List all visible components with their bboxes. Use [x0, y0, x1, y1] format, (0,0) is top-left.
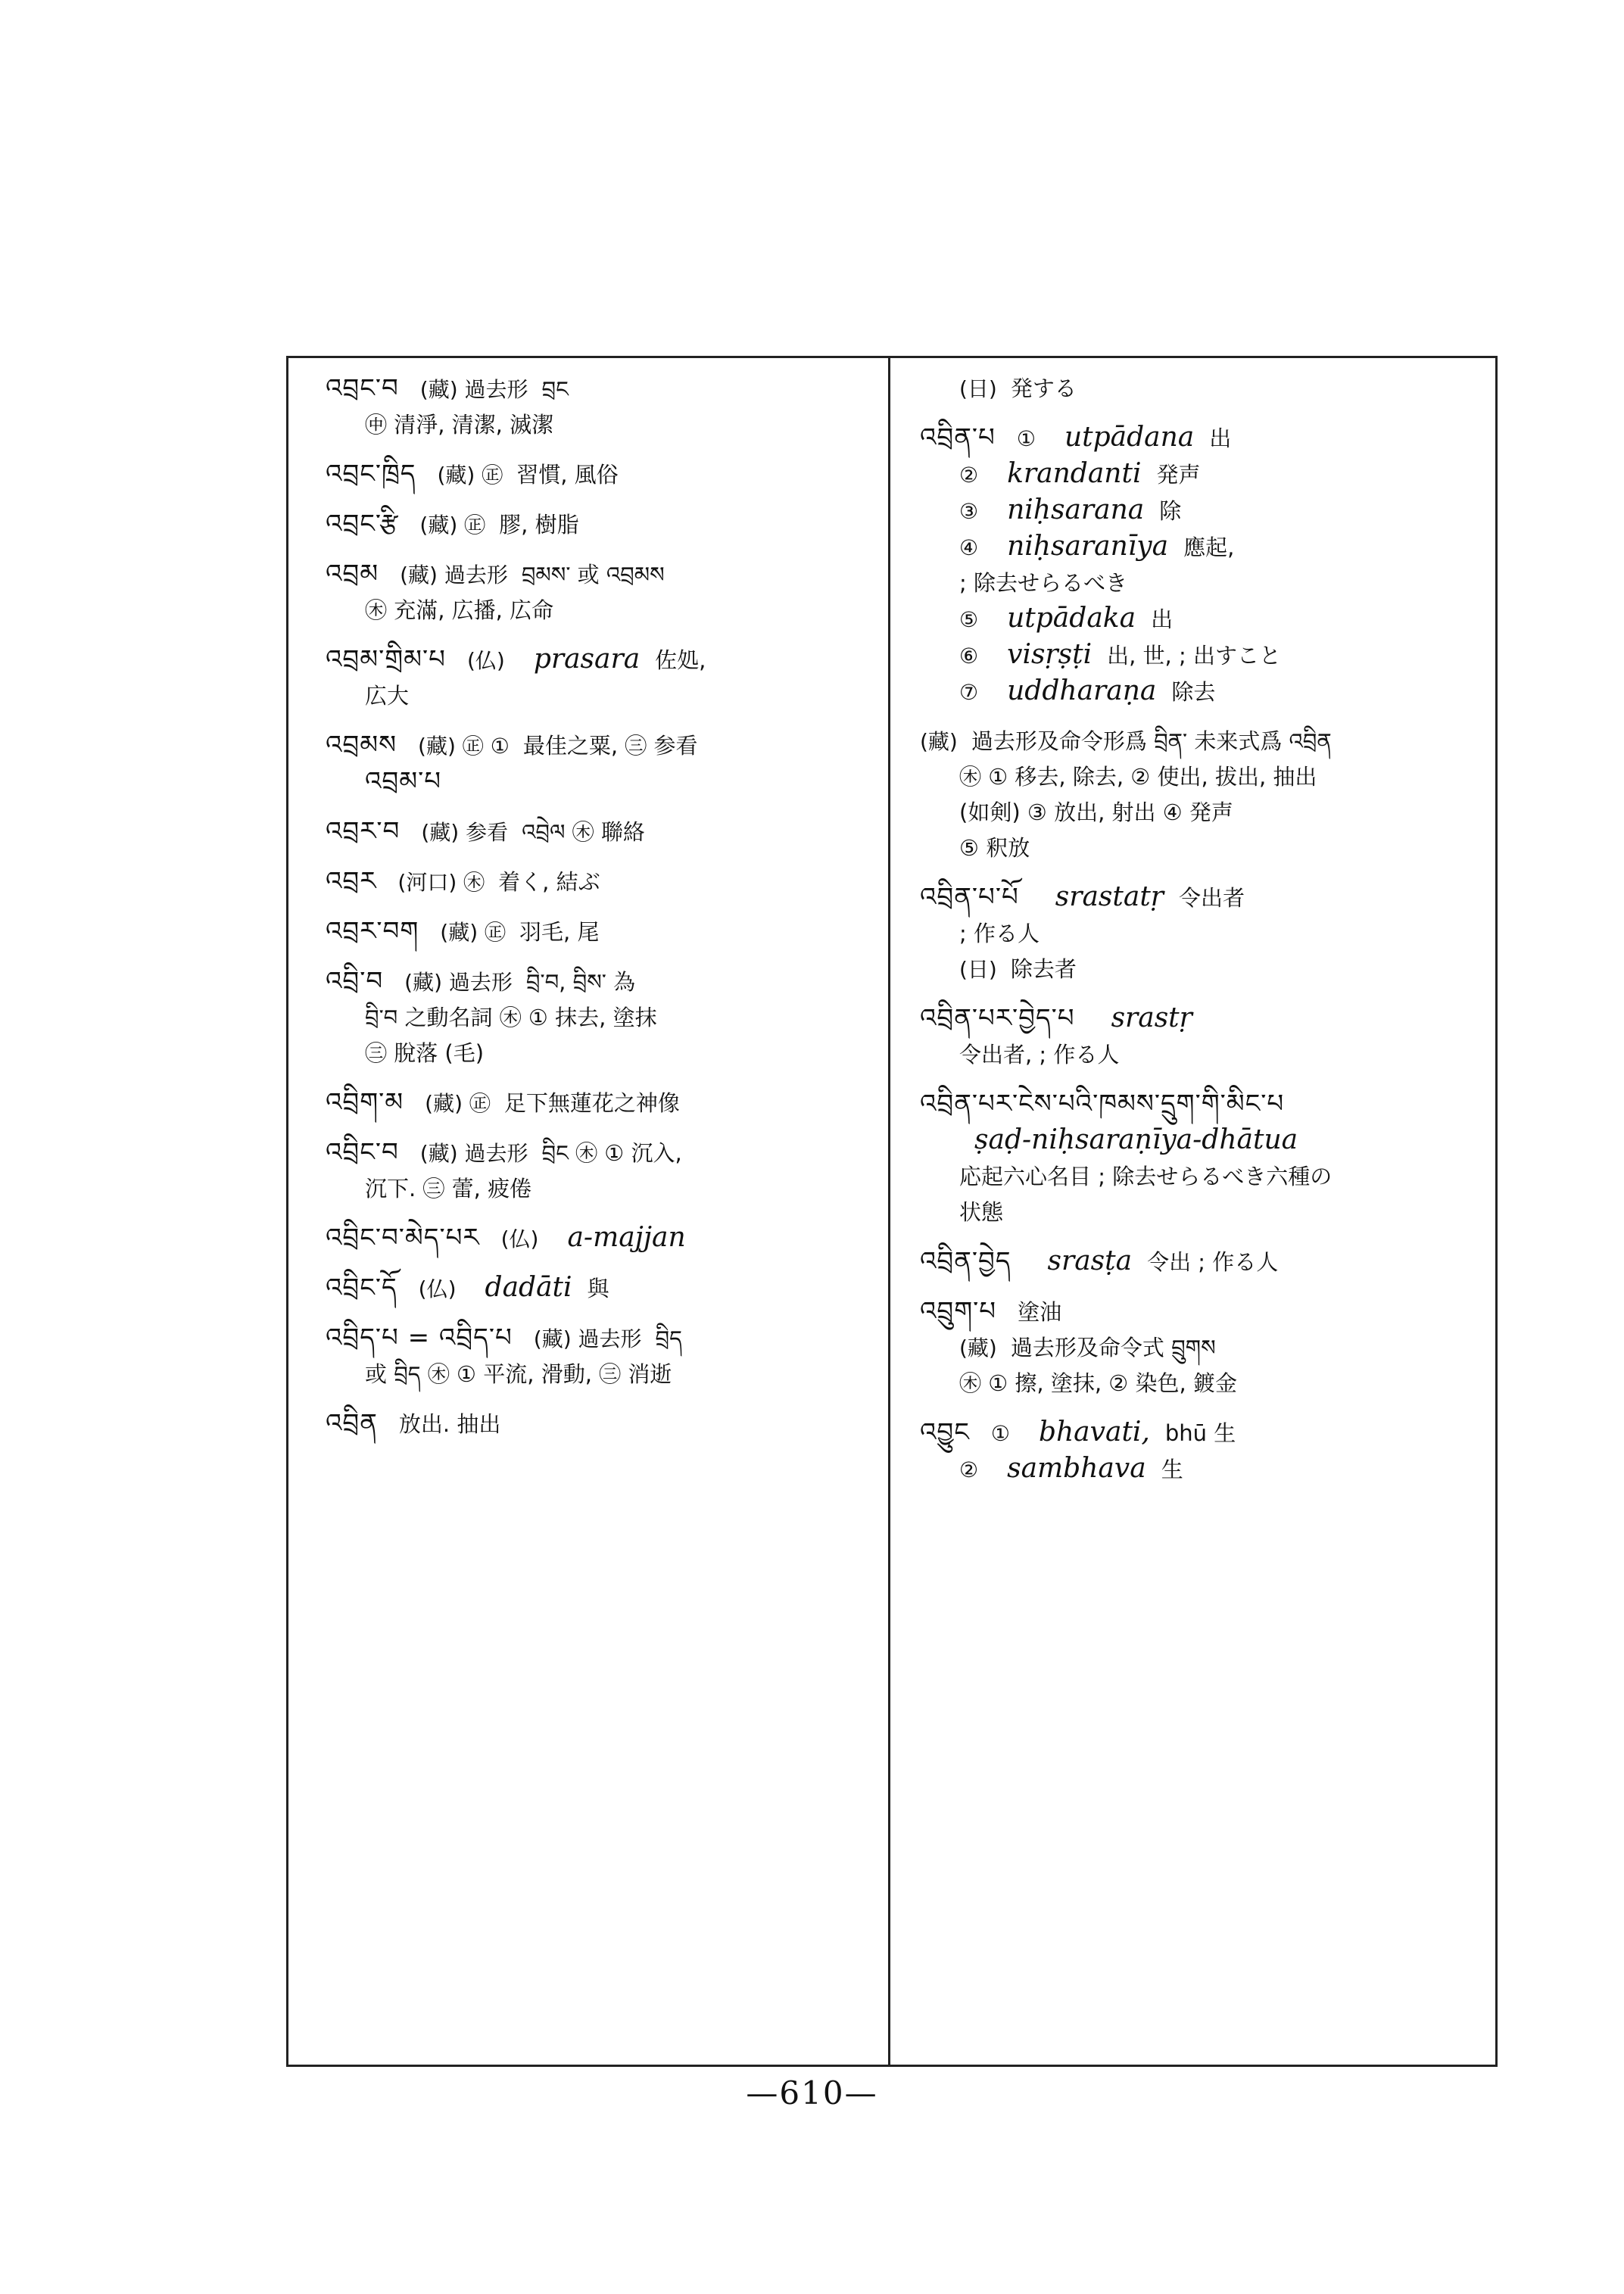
- entry-line: [326, 864, 871, 900]
- sanskrit-term: niḥsaranīya: [1007, 531, 1169, 562]
- dictionary-entry: [326, 964, 871, 1071]
- entry-definition: 除: [1159, 498, 1182, 524]
- entry-abbreviation: (藏): [959, 1336, 997, 1361]
- entry-line: [326, 1270, 871, 1307]
- tibetan-headword: འབྲམ་པ: [365, 766, 442, 796]
- entry-abbreviation: ⑤: [959, 607, 979, 632]
- tibetan-headword: འབྲིག་མ: [326, 1087, 404, 1117]
- entry-abbreviation: (仏): [466, 648, 505, 673]
- sanskrit-term: bhavati,: [1038, 1417, 1150, 1448]
- sanskrit-term: utpādana: [1064, 422, 1195, 453]
- sanskrit-term: uddharaṇa: [1007, 675, 1157, 706]
- dictionary-entry: [920, 371, 1484, 407]
- sanskrit-term: dadāti: [485, 1272, 572, 1303]
- entry-line: [326, 506, 871, 543]
- tibetan-headword: འབྲང་བ: [326, 373, 399, 404]
- sanskrit-term: sambhava: [1007, 1453, 1146, 1484]
- entry-line: [326, 1357, 871, 1392]
- dictionary-entry: [326, 1406, 871, 1442]
- entry-line: [920, 1330, 1484, 1366]
- tibetan-headword: འབྲིང་དོ: [326, 1273, 397, 1303]
- entry-line: [920, 1086, 1484, 1123]
- dictionary-entry: [326, 1270, 871, 1307]
- dictionary-entry: [326, 556, 871, 628]
- entry-line: [326, 764, 871, 800]
- entry-abbreviation: ③: [959, 499, 979, 524]
- entry-abbreviation: ①: [1016, 426, 1036, 451]
- entry-line: [920, 529, 1484, 566]
- entry-line: [326, 728, 871, 764]
- right-column: [920, 371, 1484, 1501]
- dictionary-entry: [326, 1135, 871, 1207]
- entry-abbreviation: (仏): [500, 1226, 539, 1251]
- entry-line: [326, 1000, 871, 1036]
- tibetan-headword: འབྲར་བག: [326, 916, 419, 946]
- page-number: —610—: [746, 2074, 878, 2112]
- sanskrit-term: prasara: [533, 644, 641, 675]
- entry-line: [326, 371, 871, 407]
- entry-line: [920, 371, 1484, 407]
- entry-definition: འབྲེལ ㊍ 聯絡: [522, 819, 645, 845]
- entry-definition: 除去者: [1010, 956, 1077, 982]
- entry-definition: 出: [1209, 425, 1232, 451]
- entry-abbreviation: (藏) 過去形: [400, 563, 508, 588]
- tibetan-headword: འབྲམ་གྲིམ་པ: [326, 644, 446, 675]
- tibetan-headword: འབྲིན: [326, 1408, 378, 1438]
- entry-definition: 令出者: [1179, 885, 1245, 911]
- entry-line: [326, 457, 871, 493]
- entry-definition: 或 བྲིད ㊍ ① 平流, 滑動, ㊂ 消逝: [365, 1361, 672, 1387]
- sanskrit-term: srastatṛ: [1055, 881, 1164, 912]
- entry-definition: ㊥ 清淨, 清潔, 滅潔: [365, 412, 554, 438]
- entry-line: [920, 1294, 1484, 1330]
- entry-line: [920, 1366, 1484, 1401]
- entry-line: [920, 880, 1484, 916]
- sanskrit-term: ṣaḍ-niḥsaraṇīya-dhātua: [974, 1124, 1298, 1155]
- entry-abbreviation: (藏) 参看: [421, 820, 509, 845]
- entry-line: [326, 407, 871, 443]
- entry-line: [920, 601, 1484, 637]
- entry-definition: 発声: [1156, 462, 1201, 488]
- entry-definition: 與: [587, 1276, 609, 1301]
- entry-definition: ㊍ ① 移去, 除去, ② 使出, 拔出, 抽出: [959, 764, 1317, 790]
- entry-definition: 應起,: [1183, 535, 1235, 560]
- entry-line: [920, 1415, 1484, 1451]
- entry-definition: bhū 生: [1164, 1420, 1236, 1446]
- dictionary-entry: [326, 1320, 871, 1392]
- entry-definition: 令出 ; 作る人: [1147, 1249, 1279, 1275]
- dictionary-entry: [920, 880, 1484, 987]
- entry-definition: 広大: [365, 683, 410, 709]
- entry-definition: ; 作る人: [959, 921, 1040, 946]
- entry-line: [326, 814, 871, 850]
- entry-abbreviation: ⑥: [959, 644, 979, 669]
- left-column: [326, 371, 871, 1456]
- entry-abbreviation: ②: [959, 1457, 979, 1482]
- entry-abbreviation: (藏) ㊣ ①: [418, 734, 510, 759]
- tibetan-headword: འབྲིན་པར་ངེས་པའི་ཁམས་དྲུག་གི་མིང་པ: [920, 1089, 1285, 1119]
- dictionary-entry: [326, 506, 871, 543]
- entry-definition: 沉下. ㊂ 蕾, 疲倦: [365, 1176, 532, 1202]
- entry-line: [326, 1135, 871, 1171]
- entry-definition: 膠, 樹脂: [499, 512, 579, 538]
- tibetan-headword: འབྲང་རྩི: [326, 509, 399, 539]
- entry-line: [326, 556, 871, 593]
- entry-abbreviation: (日): [959, 376, 997, 401]
- entry-abbreviation: (藏) ㊣: [437, 463, 503, 488]
- entry-line: [920, 724, 1484, 759]
- entry-line: [326, 1320, 871, 1357]
- entry-line: [920, 759, 1484, 795]
- entry-line: [920, 952, 1484, 987]
- tibetan-headword: འབྲི་བ: [326, 966, 384, 996]
- entry-definition: 生: [1161, 1457, 1183, 1482]
- entry-abbreviation: ②: [959, 463, 979, 488]
- sanskrit-term: srastṛ: [1111, 1002, 1192, 1033]
- entry-abbreviation: (藏) ㊣: [440, 920, 507, 945]
- tibetan-headword: འབྲིན་པ: [920, 422, 996, 453]
- entry-line: [920, 1123, 1484, 1159]
- entry-definition: བྲམས་ 或 འབྲམས: [521, 562, 665, 588]
- entry-definition: ㊍ ① 擦, 塗抹, ② 染色, 鍍金: [959, 1370, 1237, 1396]
- entry-abbreviation: (河口) ㊍: [397, 870, 485, 895]
- tibetan-headword: འབྲིད་པ = འབྲིད་པ: [326, 1323, 513, 1353]
- entry-definition: བྲི་བ, བྲིས་ 為: [525, 969, 636, 995]
- entry-line: [326, 1036, 871, 1071]
- entry-abbreviation: (日): [959, 957, 997, 982]
- entry-definition: 佐処,: [655, 647, 706, 673]
- entry-line: [920, 795, 1484, 831]
- tibetan-headword: འབྲམ: [326, 559, 379, 589]
- entry-line: [920, 420, 1484, 457]
- entry-line: [326, 1171, 871, 1207]
- dictionary-entry: [326, 864, 871, 900]
- entry-abbreviation: ④: [959, 535, 979, 560]
- dictionary-entry: [326, 914, 871, 950]
- entry-line: [920, 457, 1484, 493]
- dictionary-entry: [326, 1085, 871, 1121]
- entry-line: [920, 637, 1484, 674]
- entry-line: [326, 1406, 871, 1442]
- dictionary-entry: [920, 1001, 1484, 1073]
- entry-abbreviation: (藏) 過去形: [404, 970, 513, 995]
- entry-line: [920, 1159, 1484, 1195]
- entry-abbreviation: (藏) 過去形: [533, 1326, 642, 1351]
- entry-definition: 過去形及命令式 བྲུགས: [1010, 1335, 1216, 1361]
- entry-definition: 令出者, ; 作る人: [959, 1042, 1120, 1068]
- dictionary-entry: [920, 1294, 1484, 1401]
- entry-line: [326, 593, 871, 628]
- tibetan-headword: འབྲིང་བ: [326, 1137, 399, 1167]
- dictionary-entry: [326, 1220, 871, 1257]
- entry-abbreviation: (藏) 過去形: [419, 1141, 528, 1166]
- sanskrit-term: utpādaka: [1007, 603, 1136, 634]
- tibetan-headword: འབྲུག་པ: [920, 1296, 997, 1326]
- entry-definition: 出: [1151, 606, 1174, 632]
- entry-abbreviation: (藏) ㊣: [419, 513, 486, 538]
- tibetan-headword: འབྲིན་བྱེད: [920, 1246, 1011, 1276]
- entry-definition: ⑤ 釈放: [959, 835, 1030, 861]
- dictionary-entry: [326, 457, 871, 493]
- dictionary-entry: [326, 642, 871, 714]
- entry-definition: 発する: [1010, 376, 1077, 401]
- sanskrit-term: srasṭa: [1047, 1245, 1133, 1276]
- entry-line: [326, 678, 871, 714]
- dictionary-entry: [920, 1244, 1484, 1280]
- entry-definition: བྲི་བ 之動名詞 ㊍ ① 抹去, 塗抹: [365, 1005, 657, 1030]
- entry-line: [920, 1244, 1484, 1280]
- tibetan-headword: འབྲིན་པ་པོ: [920, 882, 1019, 912]
- entry-abbreviation: ①: [990, 1421, 1010, 1446]
- entry-definition: 応起六心名目 ; 除去せらるべき六種の: [959, 1164, 1333, 1189]
- entry-abbreviation: (藏): [920, 729, 958, 754]
- dictionary-entry: [920, 724, 1484, 866]
- entry-line: [920, 1037, 1484, 1073]
- entry-definition: བྲང: [541, 376, 569, 402]
- sanskrit-term: visṛṣṭi: [1007, 639, 1093, 670]
- entry-definition: ; 除去せらるべき: [959, 570, 1127, 596]
- entry-line: [920, 674, 1484, 710]
- dictionary-entry: [326, 728, 871, 800]
- entry-line: [326, 1085, 871, 1121]
- tibetan-headword: འབྲིང་བ་མེད་པར: [326, 1223, 480, 1253]
- entry-definition: 着く, 結ぶ: [498, 869, 600, 895]
- entry-definition: 習慣, 風俗: [516, 462, 619, 488]
- sanskrit-term: krandanti: [1007, 458, 1142, 489]
- entry-line: [326, 964, 871, 1000]
- entry-line: [920, 1195, 1484, 1230]
- entry-abbreviation: (藏) 過去形: [419, 377, 528, 402]
- sanskrit-term: niḥsarana: [1007, 494, 1145, 525]
- entry-definition: (如剣) ③ 放出, 射出 ④ 発声: [959, 799, 1233, 825]
- entry-abbreviation: ⑦: [959, 680, 979, 705]
- entry-line: [920, 493, 1484, 529]
- entry-definition: 最佳之粟, ㊂ 参看: [522, 733, 698, 759]
- entry-definition: ㊍ 充滿, 広播, 広命: [365, 597, 554, 623]
- entry-line: [920, 1001, 1484, 1037]
- tibetan-headword: འབྱུང: [920, 1417, 970, 1448]
- dictionary-entry: [920, 1086, 1484, 1230]
- tibetan-headword: འབྲིན་པར་བྱེད་པ: [920, 1003, 1075, 1033]
- dictionary-entry: [920, 1415, 1484, 1488]
- entry-definition: བྲིང ㊍ ① 沉入,: [541, 1140, 682, 1166]
- entry-line: [326, 1220, 871, 1257]
- tibetan-headword: འབྲང་ཁྲིད: [326, 459, 416, 489]
- entry-definition: 羽毛, 尾: [519, 919, 600, 945]
- entry-definition: 足下無蓮花之神像: [503, 1090, 680, 1116]
- dictionary-entry: [920, 420, 1484, 710]
- sanskrit-term: a-majjan: [567, 1222, 686, 1253]
- dictionary-entry: [326, 814, 871, 850]
- column-divider: [888, 356, 890, 2067]
- entry-definition: 過去形及命令形爲 བྲིན་ 未来式爲 འབྲིན: [971, 728, 1332, 754]
- entry-definition: 出, 世, ; 出すこと: [1107, 643, 1281, 669]
- tibetan-headword: འབྲར་བ: [326, 816, 401, 846]
- entry-line: [920, 566, 1484, 601]
- tibetan-headword: འབྲར: [326, 866, 377, 896]
- entry-line: [326, 914, 871, 950]
- entry-abbreviation: (仏): [418, 1276, 457, 1301]
- tibetan-headword: འབྲམས: [326, 730, 397, 760]
- entry-line: [920, 916, 1484, 952]
- entry-definition: 塗油: [1018, 1299, 1062, 1325]
- entry-line: [326, 642, 871, 678]
- entry-line: [920, 1451, 1484, 1488]
- entry-definition: 除去: [1171, 679, 1216, 705]
- entry-definition: ㊂ 脫落 (毛): [365, 1040, 485, 1066]
- entry-abbreviation: (藏) ㊣: [425, 1091, 491, 1116]
- entry-line: [920, 831, 1484, 866]
- dictionary-entry: [326, 371, 871, 443]
- entry-definition: བྲིད: [655, 1326, 682, 1351]
- entry-definition: 放出. 抽出: [398, 1411, 501, 1437]
- entry-definition: 状態: [959, 1199, 1004, 1225]
